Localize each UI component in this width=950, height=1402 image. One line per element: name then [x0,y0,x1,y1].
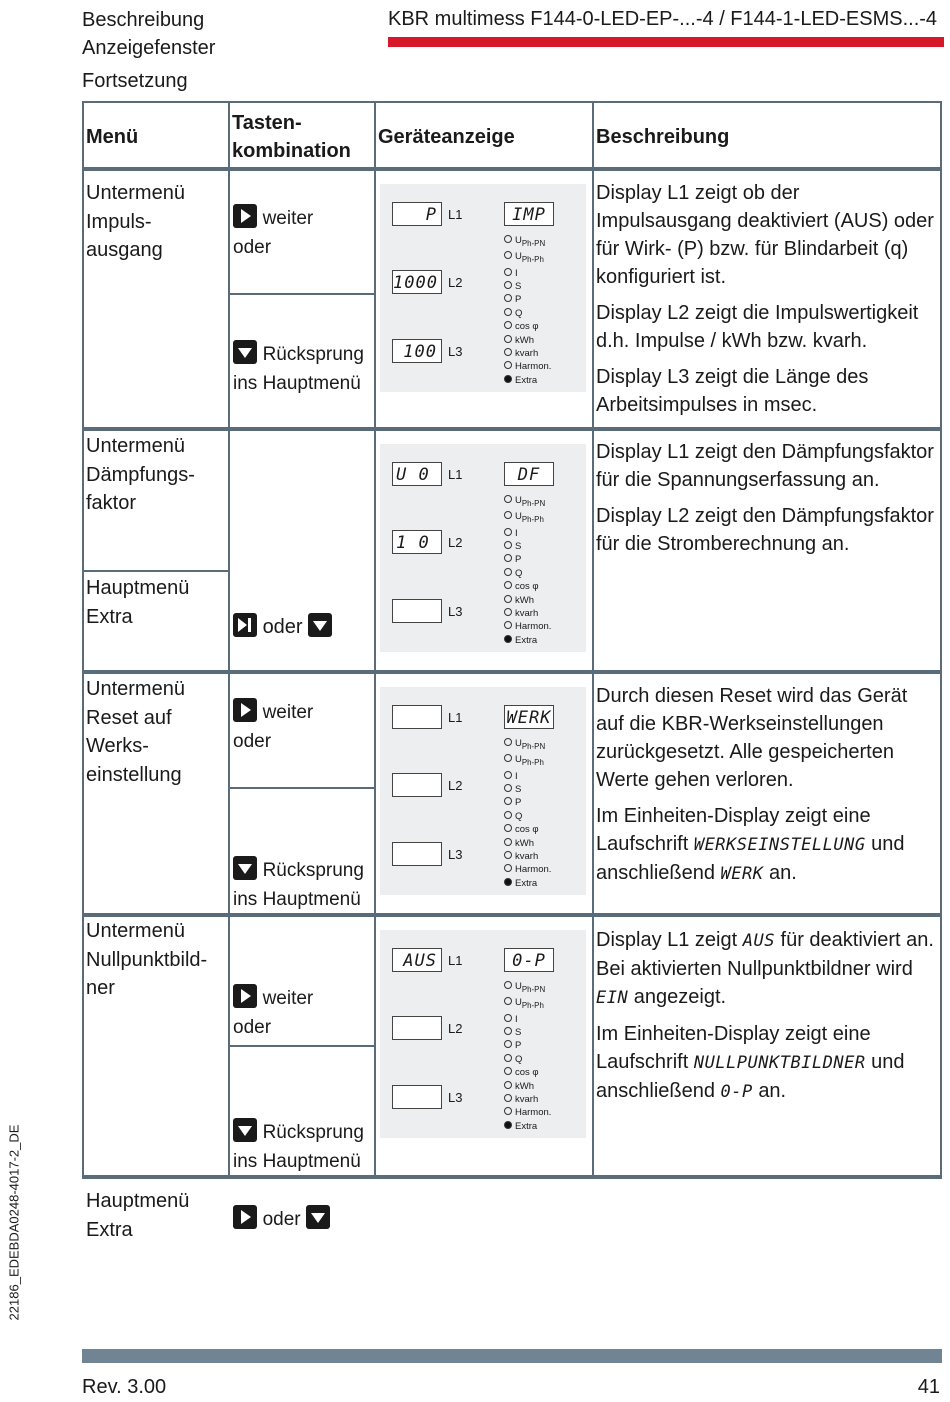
display-l3: 100 [392,339,442,363]
led-off-icon [504,771,512,779]
right-arrow-key-icon [233,1205,257,1229]
line-label: L2 [448,275,463,290]
indicator-label: kvarh [515,608,539,620]
indicator-sub: Ph-PN [521,741,546,751]
indicator-label: S [515,1027,522,1038]
indicator-label: S [515,541,522,552]
indicator-sub: Ph-Ph [521,1001,544,1011]
combo-text: weiter [262,702,314,723]
row2-combo [233,613,332,641]
row2-menu-line: Dämpfungs- [86,463,195,486]
led-off-icon [504,235,512,243]
indicator-label: U [515,495,522,506]
combo-text: ins Hauptmenü [233,373,361,394]
led-off-icon [504,595,512,603]
description-text: Im Einheiten-Display zeigt eine Laufschrift [596,1023,871,1073]
led-off-icon [504,308,512,316]
header-section [82,6,215,62]
display-l1: AUS [392,948,442,972]
row3-menu-line: Werks- [86,735,149,757]
led-off-icon [504,321,512,329]
line-label: L3 [448,1090,463,1105]
indicator-label: P [515,554,522,566]
combo-text: Rücksprung [262,860,364,881]
row3-menu-label [86,675,185,789]
indicator-label: U [515,997,522,1009]
led-off-icon [504,1067,512,1075]
combo-text: weiter [262,988,314,1009]
row1-menu-line: Impuls- [86,210,152,233]
display-l2 [392,1016,442,1040]
description-paragraph [596,802,940,888]
led-on-icon [504,878,512,886]
combo-text: oder [262,616,303,638]
device-display-panel [380,687,586,895]
device-display-panel [380,444,586,652]
device-display-panel [380,930,586,1138]
description-text: und anschließend [596,1051,905,1102]
indicator-label: I [515,1013,518,1025]
unit-display: DF [504,462,554,486]
display-l3 [392,1085,442,1109]
description-paragraph: Durch diesen Reset wird das Gerät auf die KBR-Werkseinstellungen zurückgesetzt. Alle gespeicherten Werte gehen verloren. [596,685,908,791]
unit-display: 0-P [504,948,554,972]
right-arrow-key-icon [233,204,257,228]
row3-menu-line: Untermenü [86,678,185,700]
indicator-label: I [515,770,518,782]
led-off-icon [504,1027,512,1035]
indicator-label: cos φ [515,581,539,593]
indicator-label: kvarh [515,348,539,360]
led-off-icon [504,541,512,549]
row3-combo-next [233,698,313,756]
row4-menu-label [86,917,207,1003]
indicator-label: kWh [515,334,534,346]
revision-label: Rev. 3.00 [82,1376,167,1398]
description-paragraph: Display L2 zeigt den Dämpfungsfaktor für die Stromberechnung an. [596,505,934,555]
indicator-label: Extra [515,374,538,386]
right-arrow-key-icon [233,698,257,722]
column-header-display: Geräteanzeige [378,126,515,148]
display-l1: U 0 [392,462,442,486]
row1-description [596,179,940,427]
led-off-icon [504,608,512,616]
indicator-sub: Ph-PN [521,238,546,248]
indicator-sub: Ph-Ph [521,255,544,265]
header-title-line1: Beschreibung [82,9,205,31]
display-l1 [392,705,442,729]
indicator-label: cos φ [515,1067,539,1079]
row2-menu2-line: Hauptmenü [86,577,190,599]
indicator-label: P [515,797,522,809]
display-l2 [392,773,442,797]
led-off-icon [504,824,512,832]
indicator-sub: Ph-PN [521,984,546,994]
display-l2: 1 0 [392,530,442,554]
led-off-icon [504,511,512,519]
description-text: Display L1 zeigt [596,929,738,951]
indicator-label: S [515,784,522,795]
down-arrow-key-icon [306,1205,330,1229]
description-paragraph [596,1020,940,1106]
indicator-label: U [515,235,522,246]
row4-menu-line: ner [86,977,115,999]
line-label: L1 [448,953,463,968]
indicator-list [504,737,551,890]
line-label: L3 [448,847,463,862]
led-off-icon [504,1094,512,1102]
indicator-label: I [515,527,518,539]
unit-display: WERK [504,705,554,729]
row4-description [596,926,940,1114]
description-text: für deaktiviert an. Bei aktivierten Nullpunktbildner wird [596,929,934,980]
line-label: L2 [448,535,463,550]
indicator-label: I [515,267,518,279]
led-on-icon [504,375,512,383]
indicator-label: Extra [515,1120,538,1132]
combo-text: oder [233,1017,272,1038]
after-menu-line: Hauptmenü [86,1190,190,1212]
description-text: an. [769,862,797,884]
page-number: 41 [917,1376,940,1398]
led-off-icon [504,268,512,276]
description-paragraph: Display L1 zeigt ob der Impulsausgang deaktiviert (AUS) oder für Wirk- (P) bzw. für Blindarbeit (q) konfiguriert ist. [596,182,934,288]
description-paragraph: Display L2 zeigt die Impulswertigkeit d.h. Impulse / kWh bzw. kvarh. [596,302,919,352]
led-off-icon [504,1054,512,1062]
down-arrow-key-icon [233,856,257,880]
row2-menu2-label [86,574,189,631]
display-l3 [392,842,442,866]
led-off-icon [504,797,512,805]
display-text-sample: WERKSEINSTELLUNG [693,835,866,855]
indicator-list [504,234,551,387]
row2-menu2-line: Extra [86,605,133,628]
indicator-label: cos φ [515,824,539,836]
column-header-keys-line2: kombination [232,140,351,162]
column-header-keys-line1: Tasten- [232,112,302,134]
description-paragraph: Display L3 zeigt die Länge des Arbeitsimpulses in msec. [596,366,869,416]
indicator-label: S [515,281,522,292]
indicator-label: P [515,1040,522,1052]
led-off-icon [504,281,512,289]
led-on-icon [504,1121,512,1129]
indicator-label: Q [515,810,523,822]
description-text: angezeigt. [633,986,727,1008]
row3-menu-line: einstellung [86,763,182,786]
indicator-list [504,494,551,647]
down-arrow-key-icon [233,1118,257,1142]
indicator-label: Harmon. [515,1107,552,1119]
indicator-label: cos φ [515,321,539,333]
row2-menu-label [86,432,195,518]
led-off-icon [504,528,512,536]
led-off-icon [504,568,512,576]
led-on-icon [504,635,512,643]
line-label: L1 [448,467,463,482]
indicator-label: Extra [515,877,538,889]
row2-menu-line: Untermenü [86,435,185,457]
led-off-icon [504,811,512,819]
led-off-icon [504,554,512,562]
led-off-icon [504,1040,512,1048]
indicator-label: Q [515,1053,523,1065]
row1-menu-label [86,179,185,265]
row3-description [596,682,940,896]
row1-combo-next [233,204,313,262]
led-off-icon [504,864,512,872]
display-text-sample: WERK [720,864,764,884]
row1-menu-line: Untermenü [86,182,185,204]
after-menu-label [86,1187,189,1244]
combo-text: Rücksprung [262,1122,364,1143]
indicator-label: kWh [515,594,534,606]
display-text-sample: NULLPUNKTBILDNER [693,1053,866,1073]
display-l1: P [392,202,442,226]
after-menu-line: Extra [86,1218,133,1241]
led-off-icon [504,754,512,762]
down-arrow-key-icon [233,340,257,364]
led-off-icon [504,784,512,792]
display-text-sample: EIN [596,988,629,1008]
unit-display: IMP [504,202,554,226]
led-off-icon [504,294,512,302]
indicator-label: kWh [515,837,534,849]
row4-combo-back [233,1118,364,1176]
combo-text: ins Hauptmenü [233,1151,361,1172]
row2-description [596,438,940,566]
led-off-icon [504,581,512,589]
column-header-description: Beschreibung [596,126,730,148]
description-text: an. [758,1080,787,1102]
indicator-label: Q [515,567,523,579]
document-code: 22186_EDEBDA0248-4017-2_DE [6,1124,22,1321]
display-text-sample: AUS [742,931,775,951]
line-label: L3 [448,344,463,359]
led-off-icon [504,1081,512,1089]
combo-text: oder [262,1209,301,1230]
continuation-label: Fortsetzung [82,70,188,92]
header-title-line2: Anzeigefenster [82,37,216,59]
led-off-icon [504,1014,512,1022]
line-label: L2 [448,1021,463,1036]
footer-bar [82,1349,942,1363]
indicator-sub: Ph-Ph [521,515,544,525]
line-label: L3 [448,604,463,619]
indicator-label: Harmon. [515,361,552,373]
device-display-panel [380,184,586,392]
display-text-sample: 0-P [720,1082,753,1102]
description-text: Im Einheiten-Display zeigt eine Laufschrift [596,805,871,855]
header-red-bar [388,37,944,47]
led-off-icon [504,1107,512,1115]
row1-menu-line: ausgang [86,239,163,261]
indicator-label: U [515,981,522,992]
indicator-sub: Ph-PN [521,498,546,508]
combo-text: oder [233,731,272,752]
indicator-label: U [515,511,522,523]
combo-text: ins Hauptmenü [233,889,361,910]
led-off-icon [504,997,512,1005]
display-l2: 1000 [392,270,442,294]
row2-menu-line: faktor [86,492,137,514]
line-label: L2 [448,778,463,793]
led-off-icon [504,738,512,746]
line-label: L1 [448,710,463,725]
indicator-label: U [515,754,522,766]
indicator-label: kvarh [515,851,539,863]
menu-table [82,101,942,1179]
row1-combo-back [233,340,364,398]
combo-text: Rücksprung [262,344,364,365]
row4-menu-line: Untermenü [86,920,185,942]
header-device-title: KBR multimess F144-0-LED-EP-...-4 / F144-1-LED-ESMS...-4 [388,8,938,30]
led-off-icon [504,335,512,343]
indicator-label: Harmon. [515,864,552,876]
led-off-icon [504,361,512,369]
indicator-list [504,980,551,1133]
row4-combo-next [233,984,313,1042]
row3-menu-line: Reset auf [86,706,172,729]
description-paragraph [596,926,940,1012]
combo-text: weiter [262,208,314,229]
indicator-label: Extra [515,634,538,646]
display-l3 [392,599,442,623]
description-text: und anschließend [596,833,905,884]
led-off-icon [504,838,512,846]
indicator-label: Q [515,307,523,319]
indicator-label: Harmon. [515,621,552,633]
description-paragraph: Display L1 zeigt den Dämpfungsfaktor für die Spannungserfassung an. [596,441,934,491]
indicator-sub: Ph-Ph [521,758,544,768]
after-combo [233,1205,330,1234]
indicator-label: P [515,294,522,306]
indicator-label: kWh [515,1080,534,1092]
indicator-label: U [515,738,522,749]
row4-menu-line: Nullpunktbild- [86,948,208,971]
led-off-icon [504,621,512,629]
column-header-keys [232,109,351,165]
led-off-icon [504,851,512,859]
led-off-icon [504,981,512,989]
indicator-label: kvarh [515,1094,539,1106]
down-arrow-key-icon [308,613,332,637]
led-off-icon [504,495,512,503]
led-off-icon [504,251,512,259]
combo-text: oder [233,237,272,258]
right-arrow-key-icon [233,984,257,1008]
led-off-icon [504,348,512,356]
line-label: L1 [448,207,463,222]
skip-key-icon [233,613,257,637]
row3-combo-back [233,856,364,914]
indicator-label: U [515,251,522,263]
column-header-menu: Menü [86,126,139,148]
